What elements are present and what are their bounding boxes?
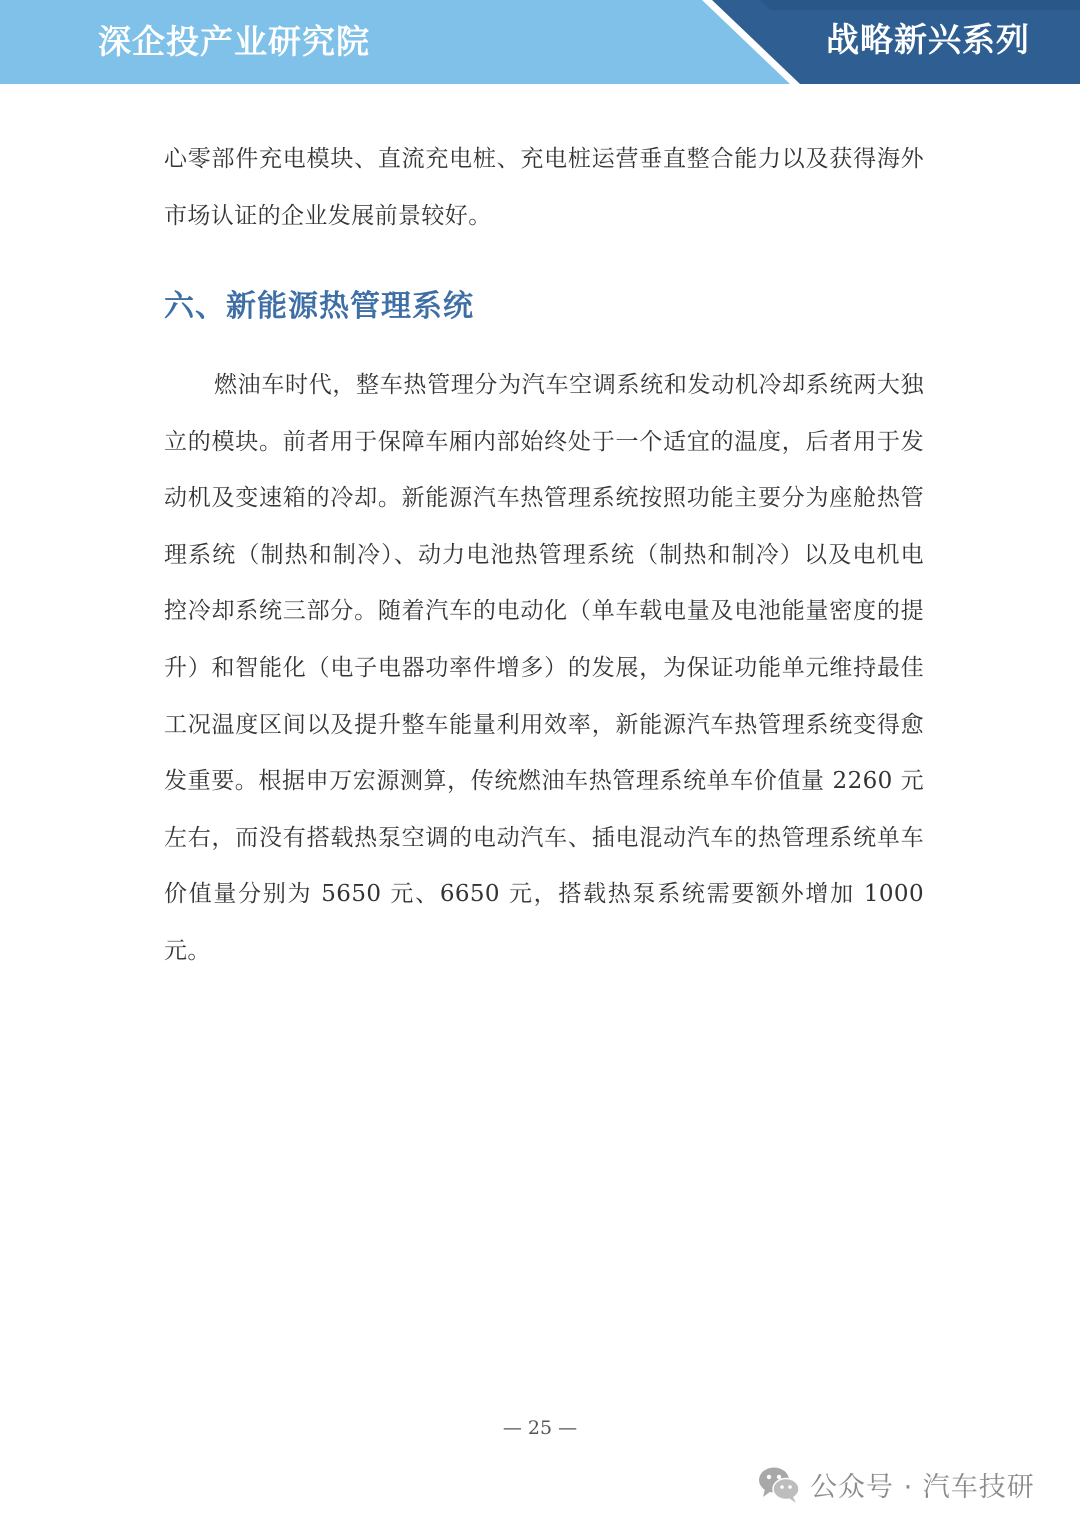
- wechat-icon: [756, 1462, 802, 1506]
- series-title: 战略新兴系列: [826, 20, 1030, 59]
- watermark: [756, 1462, 1035, 1506]
- page-number: — 25 —: [502, 1417, 578, 1439]
- section-heading: 六、新能源热管理系统: [164, 289, 474, 324]
- main-paragraph: 燃油车时代，整车热管理分为汽车空调系统和发动机冷却系统两大独立的模块。前者用于保障车厢内部始终处于一个适宜的温度，后者用于发动机及变速箱的冷却。新能源汽车热管理系统按照功能主要分为座舱热管理系统（制热和制冷）、动力电池热管理系统（制热和制冷）以及电机电控冷却系统三部分。随着汽车的电动化（单车载电量及电池能量密度的提升）和智能化（电子电器功率件增多）的发展，为保证功能单元维持最佳工况温度区间以及提升整车能量利用效率，新能源汽车热管理系统变得愈发重要。根据申万宏源测算，传统燃油车热管理系统单车价值量 2260 元左右，而没有搭载热泵空调的电动汽车、插电混动汽车的热管理系统单车价值量分别为 5650 元、6650 元，搭载热泵系统需要额外增加 1000 元。: [164, 372, 924, 964]
- header-banner: [0, 0, 1080, 84]
- institute-title: 深企投产业研究院: [98, 22, 370, 61]
- intro-paragraph: 心零部件充电模块、直流充电桩、充电桩运营垂直整合能力以及获得海外市场认证的企业发展前景较好。: [164, 146, 924, 229]
- watermark-text: 公众号 · 汽车技研: [810, 1471, 1035, 1503]
